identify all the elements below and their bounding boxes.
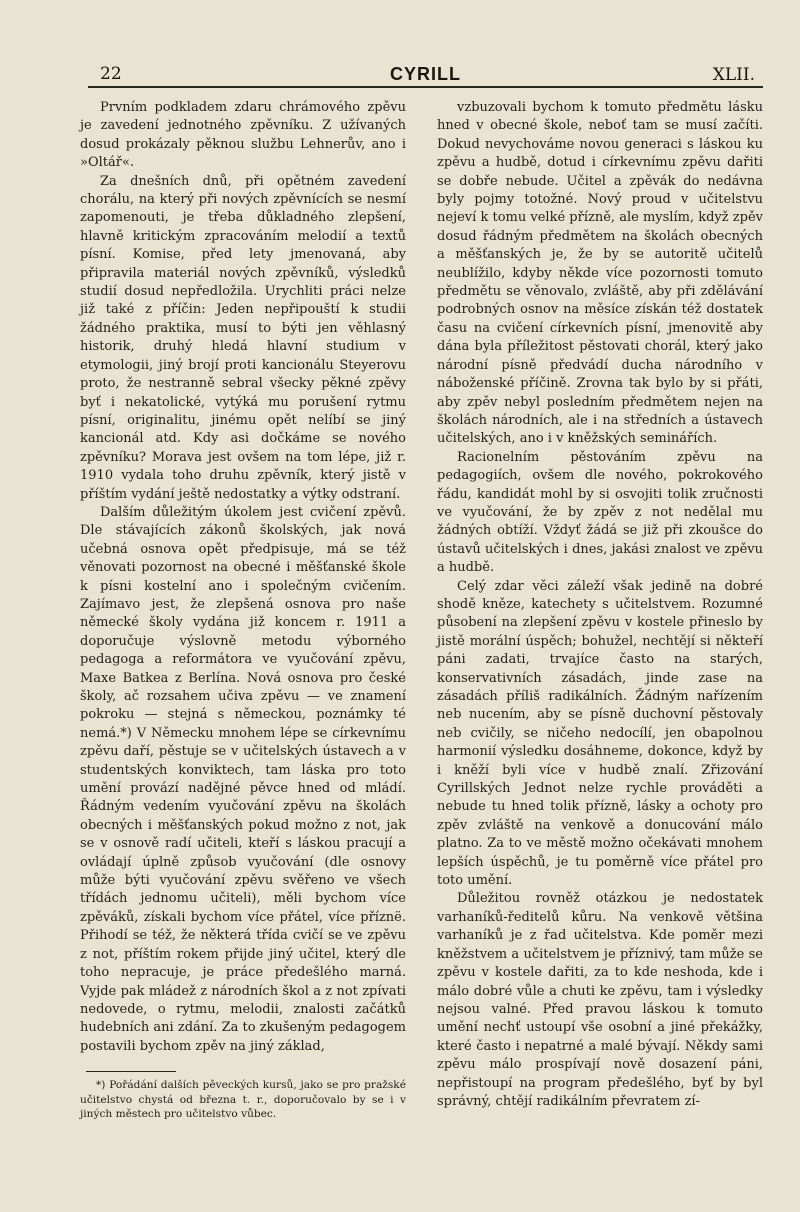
volume-number: XLII. [712, 65, 755, 85]
right-column [437, 99, 763, 1111]
page-header [88, 64, 763, 88]
journal-title: CYRILL [390, 64, 461, 84]
paragraph: Celý zdar věci záleží však jedině na dobré shodě kněze, katechety s učitelstvem. Rozumné působení na zlepšení zpěvu v kostele přineslo by jistě morální úspěch; bohužel, nechtějí si někteří páni zadati, trvajíce často na starých, konservativních zásadách, jinde zase na zásadách příliš radikálních. Žádným nařízením neb nucením, aby se písně duchovní pěstovaly neb cvičily, se ničeho nedocílí, jen obapolnou harmonií výsledku dosáhneme, dokonce, když by i kněží byli více v hudbě znalí. Zřizování Cyrillských Jednot nelze rychle prováděti a nebude tu hned tolik přízně, lásky a ochoty pro zpěv zvláště na venkově a donucování málo platno. Za to ve městě možno očekávati mnohem lepších úspěchů, je tu poměrně více přátel pro toto umění. [437, 578, 763, 889]
paragraph: Prvním podkladem zdaru chrámového zpěvu je zavedení jednotného zpěvníku. Z užívaných dosud prokázaly pěknou službu Lehnerův, ano i »Oltář«. [80, 100, 406, 171]
paragraph: Za dnešních dnů, při opětném zavedení chorálu, na který při nových zpěvnících se nesmí zapomenouti, je třeba důkladného zlepšení, hlavně kritickým zpracováním melodií a textů písní. Komise, před lety jmenovaná, aby připravila materiál nových zpěvníků, výsledků studií dosud nepředložila. Urychliti práci nelze již také z příčin: Jeden nepřipouští k studii žádného praktika, musí to býti jen věhlasný historik, druhý hledá hlavní studium v etymologii, jiný brojí proti kancionálu Steyerovu proto, že nestranně sebral všecky pěkné zpěvy byť i nekatolické, vytýká mu porušení rytmu písní, originalitu, jinému opět nelíbí se jiný kancionál atd. Kdy asi dočkáme se nového zpěvníku? Morava jest ovšem na tom lépe, již r. 1910 vydala toho druhu zpěvník, který jistě v příštím vydání ještě nedostatky a výtky odstraní. [80, 173, 406, 502]
paragraph: vzbuzovali bychom k tomuto předmětu lásku hned v obecné škole, neboť tam se musí začíti. Dokud nevychováme novou generaci s láskou ku zpěvu a hudbě, dotud i církevnímu zpěvu dařiti se dobře nebude. Učitel a zpěvák do nedávna byly pojmy totožné. Nový proud v učitelstvu nejeví k tomu velké přízně, ale myslím, když zpěv dosud řádným předmětem na školách obecných a měšťanských je, že by se autoritě učitelů neublížilo, kdyby někde více pozornosti tomuto předmětu se věnovalo, zvláště, aby při zdělávání podrobných osnov na měsíce získán též dostatek času na cvičení církevních písní, jmenovitě aby dána byla příležitost pěstovati chorál, který jako národní písně předvádí ducha národního v náboženské příčině. Zrovna tak bylo by si přáti, aby zpěv nebyl posledním předmětem nejen na školách národních, ale i na středních a ústavech učitelských, ano i v kněžských seminářích. [437, 100, 763, 447]
left-column [80, 99, 406, 1056]
paragraph: Dalším důležitým úkolem jest cvičení zpěvů. Dle stávajících zákonů školských, jak nová učebná osnova opět předpisuje, má se též věnovati pozornost na obecné i měšťanské škole k písni kostelní ano i společným cvičením. Zajímavo jest, že zlepšená osnova pro naše německé školy vydána již koncem r. 1911 a doporučuje výslovně metodu výborného pedagoga a reformátora ve vyučování zpěvu, Maxe Batkea z Berlína. Nová osnova pro české školy, ač rozsahem učiva zpěvu — ve znamení pokroku — stejná s německou, poznámky té nemá.*) V Německu mnohem lépe se církevnímu zpěvu daří, pěstuje se v učitelských ústavech a v studentských konviktech, tam láska pro toto umění provází nadějné pěvce hned od mládí. Řádným vedením vyučování zpěvu na školách obecných i měšťanských pokud možno z not, jak se v osnově radí učiteli, kteří s láskou pracují a ovládají úplně způsob vyučování (dle osnovy může býti vyučování zpěvu svěřeno ve všech třídách jednomu učiteli), měli bychom více zpěváků, získali bychom více přátel, více příznë. Přihodí se též, že některá třída cvičí se ve zpěvu z not, příštím rokem přijde jiný učitel, který dle toho nepracuje, je práce předešlého marná. Vyjde pak mládež z národních škol a z not zpívati nedovede, o rytmu, melodii, znalosti začátků hudebních ani zdání. Za to zkušeným pedagogem postavili bychom zpěv na jiný základ, [80, 504, 406, 1054]
footnote-rule [86, 1071, 176, 1072]
paragraph: Důležitou rovněž otázkou je nedostatek varhaníků-ředitelů kůru. Na venkově většina varhaníků je z řad učitelstva. Kde poměr mezi kněžstvem a učitelstvem je příznivý, tam může se zpěvu v kostele dařiti, za to kde neshoda, kde i málo dobré vůle a chuti ke zpěvu, tam i výsledky nejsou valné. Před pravou láskou k tomuto umění nechť ustoupí vše osobní a jiné překážky, které často i nepatrné a malé bývají. Někdy sami zpěvu málo prospívají nově dosazení páni, nepřistoupí na program předešlého, byť by byl správný, chtějí radikálním převratem zí- [437, 891, 763, 1109]
page-number: 22 [100, 64, 122, 84]
footnote: *) Pořádání dalších pěveckých kursů, jako se pro pražské učitelstvo chystá od března t. r., doporučovalo by se i v jiných městech pro učitelstvo vůbec. [80, 1079, 406, 1120]
paragraph: Racionelním pěstováním zpěvu na pedagogiích, ovšem dle nového, pokrokového řádu, kandidát mohl by si osvojiti tolik zručnosti ve vyučování, že by zpěv z not nedělal mu žádných obtíží. Vždyť žádá se již při zkoušce do ústavů učitelských i dnes, jakási znalost ve zpěvu a hudbě. [437, 449, 763, 576]
header-rule [88, 86, 763, 88]
